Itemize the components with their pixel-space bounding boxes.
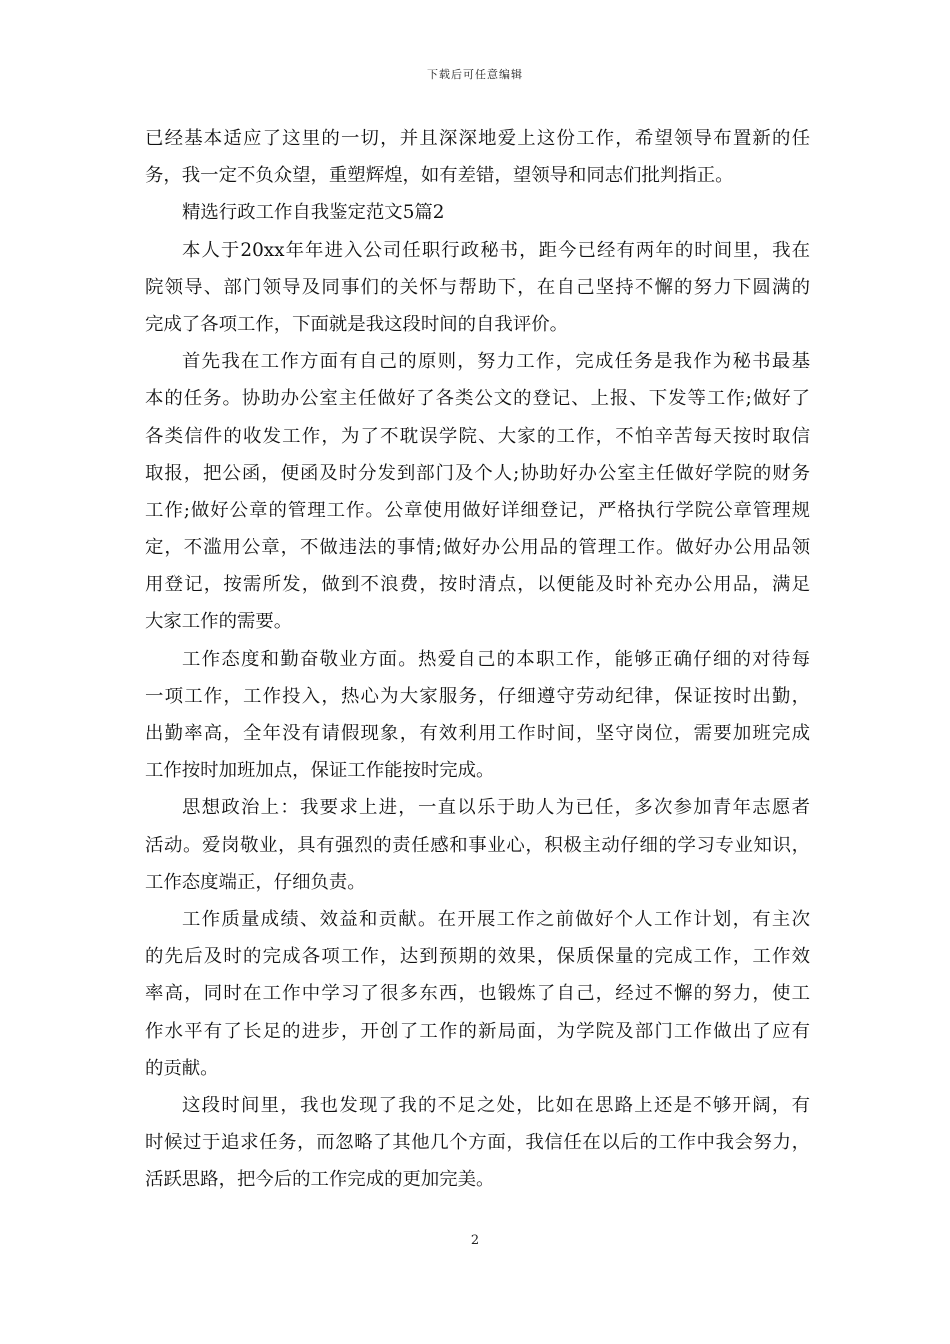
text-line: 完成了各项工作，下面就是我这段时间的自我评价。 xyxy=(145,313,568,335)
text-line: 各类信件的收发工作，为了不耽误学院、大家的工作，不怕辛苦每天按时取信 xyxy=(145,425,810,447)
text-line: 工作态度端正，仔细负责。 xyxy=(145,871,366,893)
text-line: 一项工作，工作投入，热心为大家服务，仔细遵守劳动纪律，保证按时出勤， xyxy=(145,685,810,707)
text-line: 用登记，按需所发，做到不浪费，按时清点，以便能及时补充办公用品，满足 xyxy=(145,574,810,596)
text-line: 的先后及时的完成各项工作，达到预期的效果，保质保量的完成工作，工作效 xyxy=(145,946,810,968)
text-line: 这段时间里，我也发现了我的不足之处，比如在思路上还是不够开阔，有 xyxy=(182,1094,810,1116)
text-line: 院领导、部门领导及同事们的关怀与帮助下，在自己坚持不懈的努力下圆满的 xyxy=(145,276,810,298)
text-line: 作水平有了长足的进步，开创了工作的新局面，为学院及部门工作做出了应有 xyxy=(145,1020,810,1042)
text-line: 务，我一定不负众望，重塑辉煌，如有差错，望领导和同志们批判指正。 xyxy=(145,165,734,187)
text-line: 工作按时加班加点，保证工作能按时完成。 xyxy=(145,760,495,782)
text-line: 思想政治上：我要求上进，一直以乐于助人为已任，多次参加青年志愿者 xyxy=(182,797,810,819)
text-line: 工作;做好公章的管理工作。公章使用做好详细登记，严格执行学院公章管理规 xyxy=(145,499,810,521)
text-line: 率高，同时在工作中学习了很多东西，也锻炼了自己，经过不懈的努力，使工 xyxy=(145,983,810,1005)
page-header: 下载后可任意编辑 xyxy=(427,68,523,81)
paragraph xyxy=(145,641,810,790)
text-line: 活跃思路，把今后的工作完成的更加完美。 xyxy=(145,1169,495,1191)
text-line: 本的任务。协助办公室主任做好了各类公文的登记、上报、下发等工作;做好了 xyxy=(145,388,810,410)
text-line: 取报，把公函，便函及时分发到部门及个人;协助好办公室主任做好学院的财务 xyxy=(145,462,810,484)
document-body xyxy=(145,120,810,1198)
text-line: 本人于20xx年年进入公司任职行政秘书，距今已经有两年的时间里，我在 xyxy=(182,239,810,261)
text-line: 已经基本适应了这里的一切，并且深深地爱上这份工作，希望领导布置新的任 xyxy=(145,128,810,149)
text-line: 首先我在工作方面有自己的原则，努力工作，完成任务是我作为秘书最基 xyxy=(182,351,810,373)
paragraph xyxy=(145,232,810,344)
text-line: 精选行政工作自我鉴定范文5篇2 xyxy=(182,202,445,224)
text-line: 工作态度和勤奋敬业方面。热爱自己的本职工作，能够正确仔细的对待每 xyxy=(182,648,810,670)
text-line: 工作质量成绩、效益和贡献。在开展工作之前做好个人工作计划，有主次 xyxy=(182,908,810,930)
paragraph xyxy=(145,194,810,231)
text-line: 活动。爱岗敬业，具有强烈的责任感和事业心，积极主动仔细的学习专业知识， xyxy=(145,834,810,856)
text-line: 出勤率高，全年没有请假现象，有效利用工作时间，坚守岗位，需要加班完成 xyxy=(145,723,810,744)
paragraph xyxy=(145,789,810,901)
text-line: 的贡献。 xyxy=(145,1057,219,1079)
page-number: 2 xyxy=(470,1233,480,1248)
paragraph xyxy=(145,1087,810,1199)
text-line: 时候过于追求任务，而忽略了其他几个方面，我信任在以后的工作中我会努力， xyxy=(145,1132,810,1154)
text-line: 大家工作的需要。 xyxy=(145,611,293,633)
text-line: 定，不滥用公章，不做违法的事情;做好办公用品的管理工作。做好办公用品领 xyxy=(145,537,810,559)
paragraph xyxy=(145,901,810,1087)
paragraph xyxy=(145,120,810,194)
paragraph xyxy=(145,343,810,641)
